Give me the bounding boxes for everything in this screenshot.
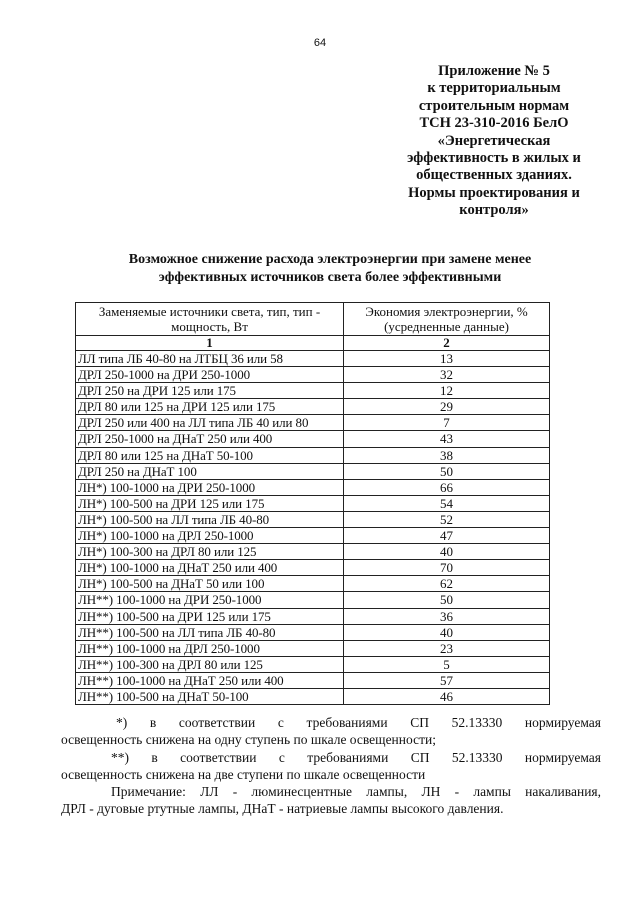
cell-saving: 38 — [344, 447, 550, 463]
col-number-2: 2 — [344, 336, 550, 351]
cell-source: ЛН**) 100-1000 на ДРИ 250-1000 — [76, 592, 344, 608]
table-row — [76, 640, 550, 656]
table-row — [76, 415, 550, 431]
cell-saving: 7 — [344, 415, 550, 431]
cell-source: ЛЛ типа ЛБ 40-80 на ЛТБЦ 36 или 58 — [76, 351, 344, 367]
remark-line-1: Примечание: ЛЛ - люминесцентные лампы, ЛН - лампы накаливания, — [111, 784, 601, 800]
cell-source: ЛН*) 100-500 на ЛЛ типа ЛБ 40-80 — [76, 511, 344, 527]
table-row — [76, 544, 550, 560]
remark-line-2: ДРЛ - дуговые ртутные лампы, ДНаТ - натриевые лампы высокого давления. — [61, 801, 504, 817]
table-row — [76, 479, 550, 495]
appendix-header — [372, 63, 616, 220]
cell-source: ЛН*) 100-500 на ДРИ 125 или 175 — [76, 495, 344, 511]
col-header-saving — [344, 303, 550, 336]
cell-source: ДРЛ 250-1000 на ДРИ 250-1000 — [76, 367, 344, 383]
cell-source: ЛН*) 100-300 на ДРЛ 80 или 125 — [76, 544, 344, 560]
table-body — [76, 351, 550, 705]
cell-saving: 57 — [344, 672, 550, 688]
column-number-row — [76, 336, 550, 351]
cell-saving: 62 — [344, 576, 550, 592]
cell-saving: 50 — [344, 592, 550, 608]
table-row — [76, 431, 550, 447]
cell-saving: 32 — [344, 367, 550, 383]
cell-source: ЛН*) 100-500 на ДНаТ 50 или 100 — [76, 576, 344, 592]
col-number-1: 1 — [76, 336, 344, 351]
cell-source: ЛН**) 100-500 на ДРИ 125 или 175 — [76, 608, 344, 624]
table-row — [76, 560, 550, 576]
note-2-line-1: **) в соответствии с требованиями СП 52.13330 нормируемая — [111, 749, 601, 765]
col-header-saving-line2: (усредненные данные) — [384, 318, 509, 334]
cell-saving: 13 — [344, 351, 550, 367]
table-row — [76, 592, 550, 608]
page-number: 64 — [313, 37, 327, 49]
title-line: эффективных источников света более эффективными — [158, 270, 502, 285]
cell-saving: 12 — [344, 383, 550, 399]
table-row — [76, 367, 550, 383]
table-row — [76, 383, 550, 399]
table-title — [60, 251, 600, 287]
cell-source: ДРЛ 250 на ДНаТ 100 — [76, 463, 344, 479]
appendix-line: эффективность в жилых и — [407, 150, 581, 167]
note-1-line-1: *) в соответствии с требованиями СП 52.13330 нормируемая — [116, 715, 601, 730]
table-row — [76, 624, 550, 640]
appendix-line: общественных зданиях. — [416, 167, 572, 184]
cell-source: ЛН**) 100-300 на ДРЛ 80 или 125 — [76, 656, 344, 672]
table-row — [76, 511, 550, 527]
cell-saving: 23 — [344, 640, 550, 656]
cell-saving: 40 — [344, 624, 550, 640]
cell-saving: 29 — [344, 399, 550, 415]
cell-saving: 47 — [344, 528, 550, 544]
cell-source: ЛН**) 100-1000 на ДРЛ 250-1000 — [76, 640, 344, 656]
col-header-source — [76, 303, 344, 336]
savings-table — [75, 302, 550, 705]
cell-saving: 40 — [344, 544, 550, 560]
appendix-line: ТСН 23-310-2016 БелО — [419, 115, 569, 132]
cell-source: ЛН**) 100-1000 на ДНаТ 250 или 400 — [76, 672, 344, 688]
cell-saving: 46 — [344, 688, 550, 704]
cell-saving: 66 — [344, 479, 550, 495]
appendix-line: к территориальным — [427, 80, 561, 97]
notes-section — [61, 714, 601, 818]
col-header-source-line2: мощность, Вт — [171, 318, 248, 334]
cell-source: ЛН*) 100-1000 на ДРИ 250-1000 — [76, 479, 344, 495]
cell-saving: 50 — [344, 463, 550, 479]
table-row — [76, 528, 550, 544]
header-row — [76, 303, 550, 336]
cell-saving: 70 — [344, 560, 550, 576]
cell-source: ЛН**) 100-500 на ЛЛ типа ЛБ 40-80 — [76, 624, 344, 640]
appendix-line: строительным нормам — [418, 97, 570, 114]
appendix-line: Приложение № 5 — [438, 63, 550, 79]
title-line: Возможное снижение расхода электроэнергии при замене менее — [128, 252, 532, 267]
col-header-saving-line1: Экономия электроэнергии, % — [365, 304, 528, 319]
table-row — [76, 608, 550, 624]
note-2-line-2: освещенность снижена на две ступени по шкале освещенности — [61, 766, 426, 782]
cell-source: ЛН*) 100-1000 на ДРЛ 250-1000 — [76, 528, 344, 544]
appendix-line: контроля» — [459, 202, 529, 219]
table-row — [76, 688, 550, 704]
cell-source: ЛН**) 100-500 на ДНаТ 50-100 — [76, 688, 344, 704]
table-row — [76, 576, 550, 592]
cell-saving: 52 — [344, 511, 550, 527]
note-1-line-2: освещенность снижена на одну ступень по шкале освещенности; — [61, 732, 436, 748]
cell-source: ДРЛ 250 на ДРИ 125 или 175 — [76, 383, 344, 399]
cell-saving: 43 — [344, 431, 550, 447]
appendix-line: Нормы проектирования и — [408, 184, 580, 201]
cell-source: ДРЛ 80 или 125 на ДРИ 125 или 175 — [76, 399, 344, 415]
table-row — [76, 656, 550, 672]
cell-source: ЛН*) 100-1000 на ДНаТ 250 или 400 — [76, 560, 344, 576]
appendix-line: «Энергетическая — [437, 132, 551, 149]
table-row — [76, 399, 550, 415]
cell-source: ДРЛ 250 или 400 на ЛЛ типа ЛБ 40 или 80 — [76, 415, 344, 431]
cell-saving: 5 — [344, 656, 550, 672]
table-row — [76, 463, 550, 479]
col-header-source-line1: Заменяемые источники света, тип, тип - — [98, 304, 321, 319]
cell-source: ДРЛ 250-1000 на ДНаТ 250 или 400 — [76, 431, 344, 447]
table-row — [76, 447, 550, 463]
table-row — [76, 351, 550, 367]
cell-source: ДРЛ 80 или 125 на ДНаТ 50-100 — [76, 447, 344, 463]
table-row — [76, 495, 550, 511]
table-row — [76, 672, 550, 688]
cell-saving: 54 — [344, 495, 550, 511]
cell-saving: 36 — [344, 608, 550, 624]
